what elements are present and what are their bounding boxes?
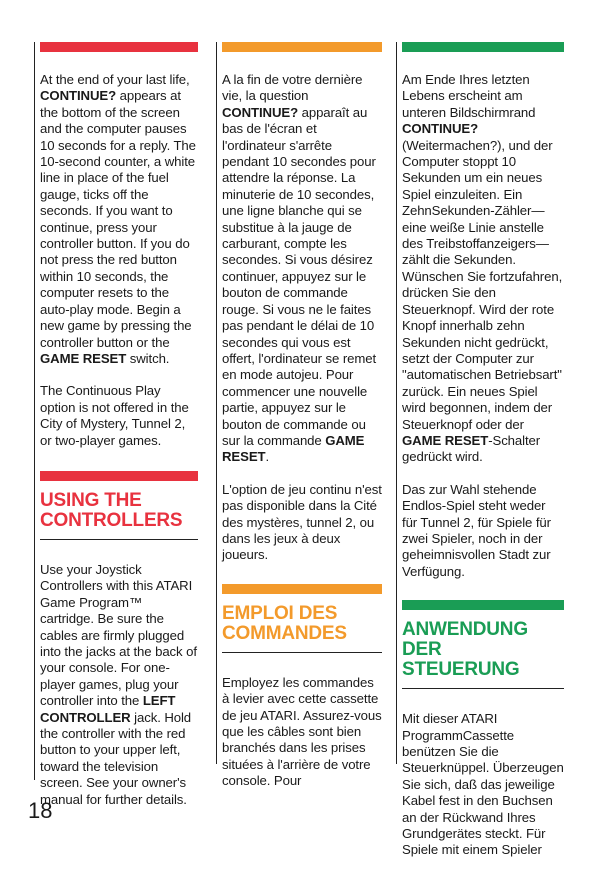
- heading-bar-orange: [222, 584, 382, 594]
- section-heading-en: USING THE CONTROLLERS: [40, 489, 183, 531]
- column-english: [40, 42, 198, 824]
- paragraph-continue-fr: A la fin de votre dernière vie, la question CONTINUE? apparaît au bas de l'écran et l'ordinateur s'arrête pendant 10 secondes pour attendre la réponse. La minuterie de 10 secondes, une ligne blanche qui se substitue à la jauge de carburant, compte les secondes. Si vous désirez continuer, appuyez sur le bouton de commande rouge. Si vous ne le faites pas pendant le délai de 10 secondes qui vous est offert, l'ordinateur se remet en mode autojeu. Pour commencer une nouvelle partie, appuyez sur le bouton de commande ou sur la commande GAME RESET.: [222, 72, 377, 465]
- bold-term: LEFT CONTROLLER: [40, 693, 176, 725]
- heading-underline-de: [402, 688, 564, 689]
- heading-underline-en: [40, 539, 198, 540]
- paragraph-controllers-en: Use your Joystick Controllers with this ATARI Game Program™ cartridge. Be sure the cables are firmly plugged into the jacks at the back of your console. For one-player games, plug your controller into the LEFT CONTROLLER jack. Hold the controller with the red button to your upper left, toward the television screen. See your owner's manual for further details.: [40, 561, 197, 807]
- heading-bar-red: [40, 471, 198, 481]
- paragraph-continuous-play-de: Das zur Wahl stehende Endlos-Spiel steht weder für Tunnel 2, für Spiele für zwei Spieler, noch in der geheimnisvollen Stadt zur Verfügung.: [402, 481, 551, 579]
- bold-term: CONTINUE?: [40, 88, 117, 104]
- section-heading-de: ANWENDUNG DER STEUERUNG: [402, 619, 528, 681]
- bold-term: GAME RESET: [222, 432, 365, 465]
- section-heading-block-en: [40, 471, 198, 540]
- bold-term: GAME RESET: [40, 350, 127, 366]
- column-french: [222, 42, 382, 806]
- column-german: [402, 42, 564, 875]
- paragraph-continuous-play-en: The Continuous Play option is not offered in the City of Mystery, Tunnel 2, or two-player games.: [40, 383, 189, 448]
- paragraph-controllers-de: Mit dieser ATARI ProgrammCassette benützen Sie die Steuerknüppel. Überzeugen Sie sich, daß das jeweilige Kabel fest in den Buchsen an der Rückwand Ihres Grundgerätes steckt. Für Spiele mit einem Spieler: [402, 711, 564, 858]
- column-rule-mid-1: [216, 42, 217, 764]
- section-heading-fr: EMPLOI DES COMMANDES: [222, 602, 347, 644]
- column-rule-left: [34, 42, 35, 780]
- section-heading-block-de: [402, 600, 564, 689]
- heading-bar-green: [402, 600, 564, 610]
- color-bar-red: [40, 42, 198, 52]
- bold-term: CONTINUE?: [222, 104, 299, 120]
- bold-term: GAME RESET: [402, 432, 489, 448]
- color-bar-green: [402, 42, 564, 52]
- section-heading-block-fr: [222, 584, 382, 653]
- bold-term: CONTINUE?: [402, 121, 479, 137]
- column-rule-mid-2: [396, 42, 397, 764]
- paragraph-continuous-play-fr: L'option de jeu continu n'est pas disponible dans la Cité des mystères, tunnel 2, ou dans les jeux à deux joueurs.: [222, 481, 382, 563]
- page-number: 18: [28, 798, 53, 823]
- color-bar-orange: [222, 42, 382, 52]
- paragraph-continue-en: At the end of your last life, CONTINUE? appears at the bottom of the screen and the computer pauses 10 seconds for a reply. The 10-second counter, a white line in place of the fuel gauge, ticks off the seconds. If you want to continue, press your controller button. If you do not press the red button within 10 seconds, the computer resets to the auto-play mode. Begin a new game by pressing the controller button or the GAME RESET switch.: [40, 72, 196, 366]
- heading-underline-fr: [222, 652, 382, 653]
- paragraph-continue-de: Am Ende Ihres letzten Lebens erscheint am unteren Bildschirmrand CONTINUE? (Weitermachen?), und der Computer stoppt 10 Sekunden um ein neues Spiel einzuleiten. Ein ZehnSekunden-Zähler—eine weiße Linie anstelle des Treibstoffanzeigers—zählt die Sekunden. Wünschen Sie fortzufahren, drücken Sie den Steuerknopf. Wird der rote Knopf innerhalb zehn Sekunden nicht gedrückt, setzt der Computer zur "automatischen Betriebsart" zurück. Ein neues Spiel wird begonnen, indem der Steuerknopf oder der GAME RESET-Schalter gedrückt wird.: [402, 72, 563, 465]
- paragraph-controllers-fr: Employez les commandes à levier avec cette cassette de jeu ATARI. Assurez-vous que les câbles sont bien branchés dans les prises situées à l'arrière de votre console. Pour: [222, 674, 382, 789]
